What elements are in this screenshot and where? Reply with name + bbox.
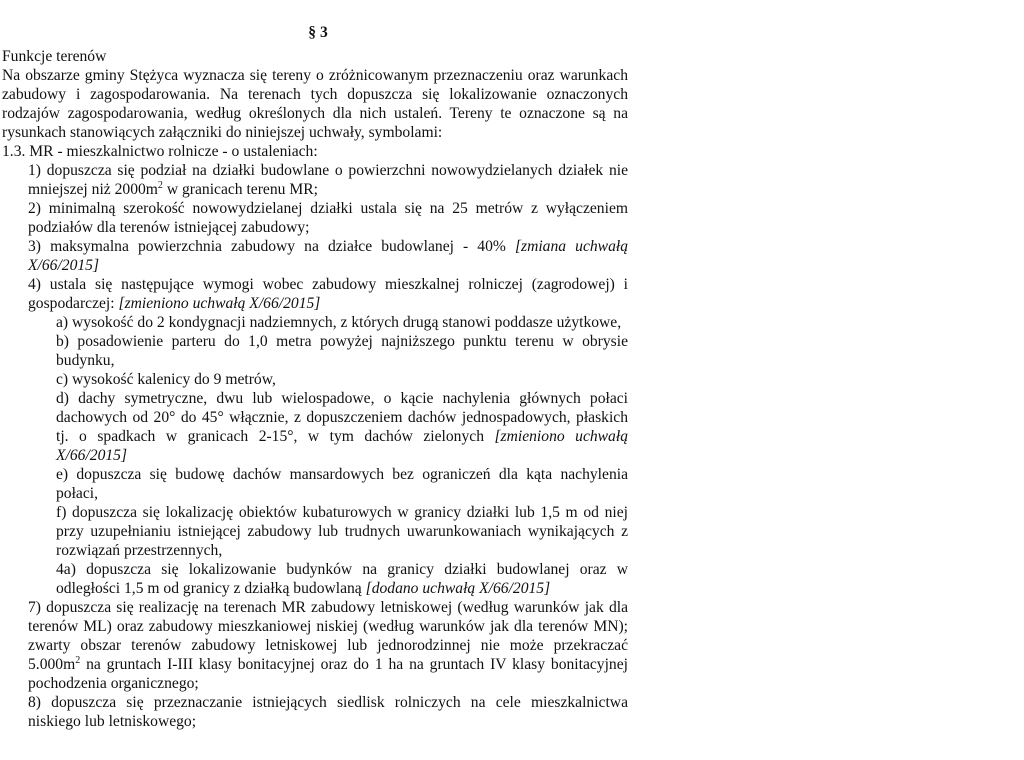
item-4: 4) ustala się następujące wymogi wobec zabudowy mieszkalnej rolniczej (zagrodowej) i gospodarczej: [zmieniono uchwałą X/66/2015] [28,276,628,312]
amendment-note: [zmieniono uchwałą X/66/2015] [56,428,628,464]
section-heading: § 3 [308,24,328,41]
item-7: 7) dopuszcza się realizację na terenach MR zabudowy letniskowej (według warunków jak dla terenów ML) oraz zabudowy mieszkaniowej niskiej (według warunków jak dla terenów MN); zwarty obszar terenów zabudowy letniskowej lub jednorodzinnej nie może przekraczać $5.000m^2$ na gruntach I-III klasy bonitacyjnej oraz do 1 ha na gruntach IV klasy bonitacyjnej pochodzenia organicznego; [28,599,628,692]
amendment-note: [dodano uchwałą X/66/2015] [365,580,551,597]
item-4f-sub: f) dopuszcza się lokalizację obiektów kubaturowych w granicy działki lub 1,5 m od niej przy uzupełnianiu istniejącej zabudowy lub trudnych uwarunkowaniach wynikających z rozwiązań przestrzennych, [56,504,628,559]
item-8: 8) dopuszcza się przeznaczanie istniejących siedlisk rolniczych na cele mieszkalnictwa niskiego lub letniskowego; [28,694,628,730]
amendment-note: [zmiana uchwałą X/66/2015] [28,238,628,274]
item-4e-sub: e) dopuszcza się budowę dachów mansardowych bez ograniczeń dla kąta nachylenia połaci, [56,466,628,502]
document-page [2,23,628,731]
item-4a-sub: a) wysokość do 2 kondygnacji nadziemnych, z których drugą stanowi poddasze użytkowe, [56,314,622,331]
amendment-note: [zmieniono uchwałą X/66/2015] [118,295,321,312]
item-1: 1) dopuszcza się podział na działki budowlane o powierzchni nowowydzielanych działek nie mniejszej niż $2000m^2$ w granicach terenu MR; [28,162,628,198]
intro-paragraph: Na obszarze gminy Stężyca wyznacza się tereny o zróżnicowanym przeznaczeniu oraz warunkach zabudowy i zagospodarowania. Na terenach tych dopuszcza się lokalizowanie oznaczonych rodzajów zagospodarowania, według określonych dla nich ustaleń. Tereny te oznaczone są na rysunkach stanowiących załączniki do niniejszej uchwały, symbolami: [2,67,628,141]
item-2: 2) minimalną szerokość nowowydzielanej działki ustala się na 25 metrów z wyłączeniem podziałów dla terenów istniejącej zabudowy; [28,200,628,236]
item-3: 3) maksymalna powierzchnia zabudowy na działce budowlanej - 40% [zmiana uchwałą X/66/2015] [28,238,628,274]
item-4a-added: 4a) dopuszcza się lokalizowanie budynków na granicy działki budowlanej oraz w odległości 1,5 m od granicy z działką budowlaną [dodano uchwałą X/66/2015] [56,561,628,597]
item-4b-sub: b) posadowienie parteru do 1,0 metra powyżej najniższego punktu terenu w obrysie budynku, [56,333,628,369]
item-4c-sub: c) wysokość kalenicy do 9 metrów, [56,371,276,388]
section-subtitle: Funkcje terenów [2,48,107,65]
item-4d-sub: d) dachy symetryczne, dwu lub wielospadowe, o kącie nachylenia głównych połaci dachowych od 20° do 45° włącznie, z dopuszczeniem dachów jednospadowych, płaskich tj. o spadkach w granicach 2-15°, w tym dachów zielonych [zmieniono uchwałą X/66/2015] [56,390,628,464]
point-1-3: 1.3. MR - mieszkalnictwo rolnicze - o ustaleniach: [2,143,318,160]
